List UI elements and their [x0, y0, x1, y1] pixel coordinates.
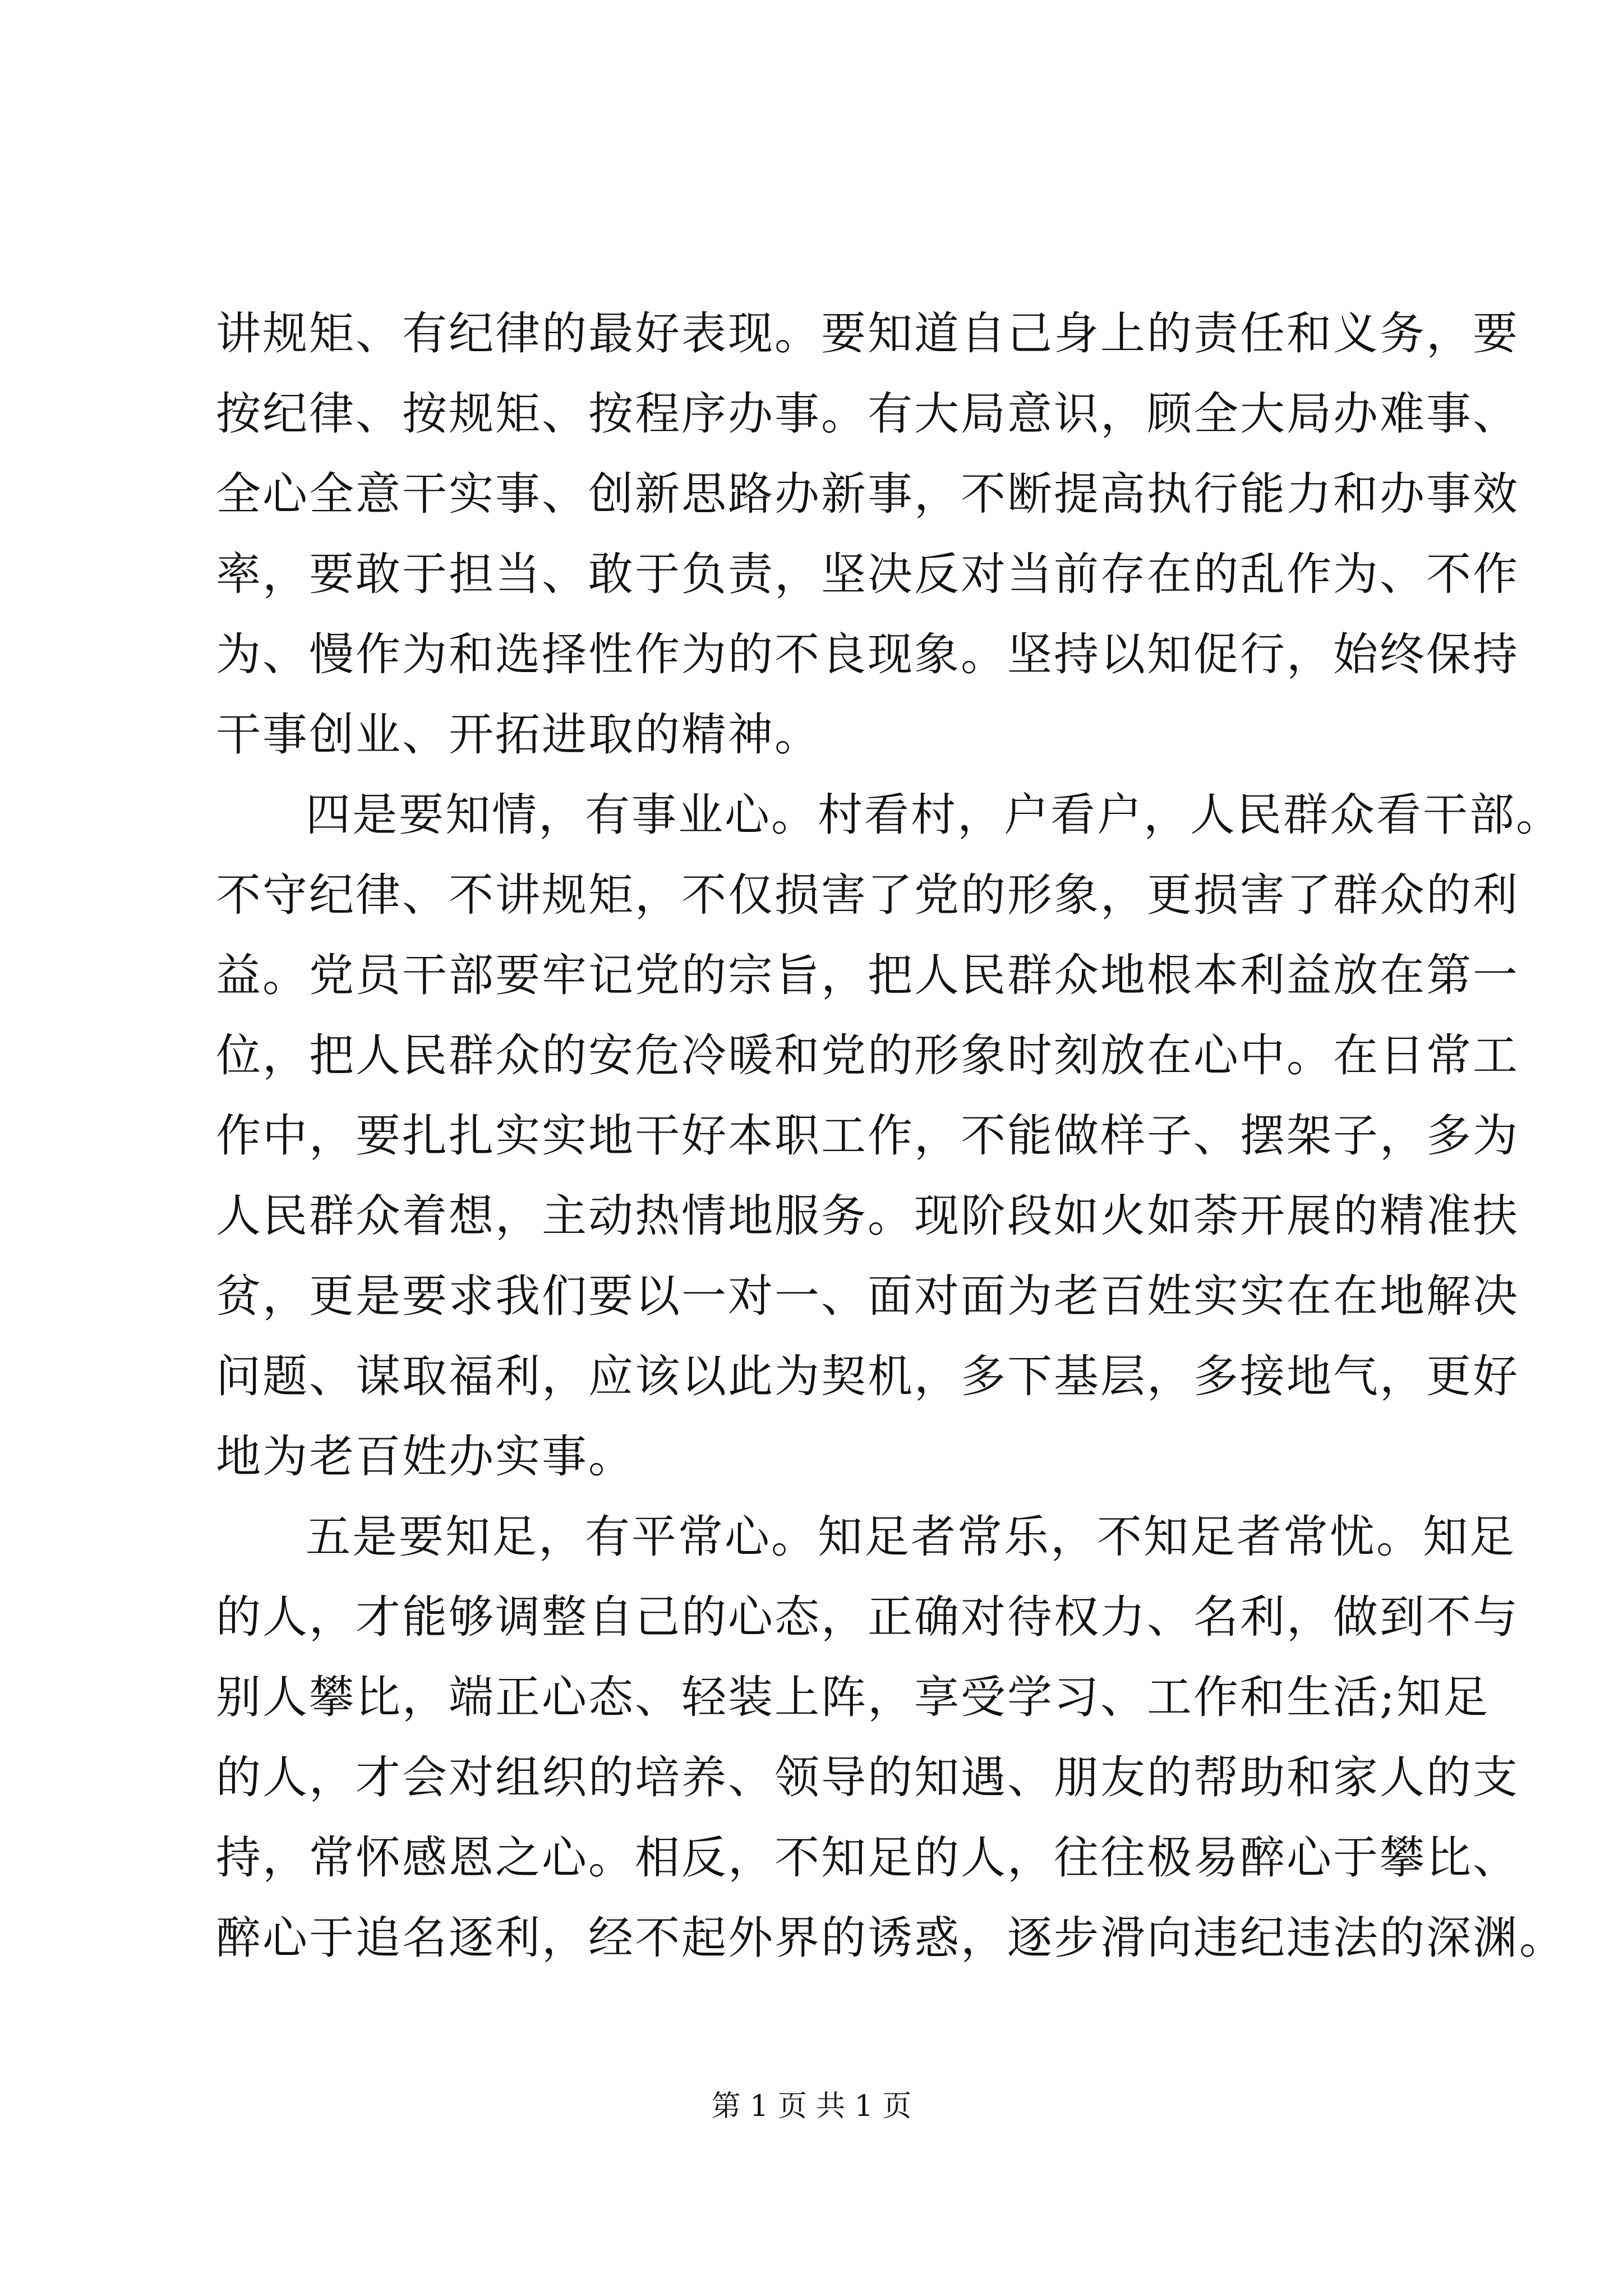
text-line: 益。党员干部要牢记党的宗旨，把人民群众地根本利益放在第一 [216, 949, 1519, 1001]
text-line: 为、慢作为和选择性作为的不良现象。坚持以知促行，始终保持 [216, 628, 1519, 680]
text-line: 作中，要扎扎实实地干好本职工作，不能做样子、摆架子，多为 [216, 1110, 1519, 1162]
text-line: 问题、谋取福利，应该以此为契机，多下基层，多接地气，更好 [216, 1350, 1519, 1402]
text-line: 全心全意干实事、创新思路办新事，不断提高执行能力和办事效 [216, 468, 1519, 520]
text-line: 位，把人民群众的安危冷暖和党的形象时刻放在心中。在日常工 [216, 1029, 1519, 1082]
paragraph-start-line: 五是要知足，有平常心。知足者常乐，不知足者常忧。知足 [306, 1511, 1516, 1563]
text-line: 的人，才能够调整自己的心态，正确对待权力、名利，做到不与 [216, 1591, 1519, 1643]
text-line: 不守纪律、不讲规矩，不仅损害了党的形象，更损害了群众的利 [216, 869, 1519, 921]
text-line: 率，要敢于担当、敢于负责，坚决反对当前存在的乱作为、不作 [216, 548, 1519, 600]
paragraph-start-line: 四是要知情，有事业心。村看村，户看户，人民群众看干部。 [306, 789, 1562, 841]
text-line: 干事创业、开拓进取的精神。 [216, 708, 821, 761]
text-line: 持，常怀感恩之心。相反，不知足的人，往往极易醉心于攀比、 [216, 1832, 1519, 1884]
page-footer: 第 1 页 共 1 页 [711, 2090, 912, 2123]
text-line: 别人攀比，端正心态、轻装上阵，享受学习、工作和生活;知足 [216, 1671, 1490, 1723]
text-line: 地为老百姓办实事。 [216, 1430, 635, 1483]
text-line: 讲规矩、有纪律的最好表现。要知道自己身上的责任和义务，要 [216, 307, 1519, 360]
text-line: 贫，更是要求我们要以一对一、面对面为老百姓实实在在地解决 [216, 1270, 1519, 1322]
text-line: 醉心于追名逐利，经不起外界的诱惑，逐步滑向违纪违法的深渊。 [216, 1912, 1566, 1964]
text-line: 按纪律、按规矩、按程序办事。有大局意识，顾全大局办难事、 [216, 388, 1519, 440]
text-line: 人民群众着想，主动热情地服务。现阶段如火如荼开展的精准扶 [216, 1190, 1519, 1242]
text-line: 的人，才会对组织的培养、领导的知遇、朋友的帮助和家人的支 [216, 1751, 1519, 1803]
